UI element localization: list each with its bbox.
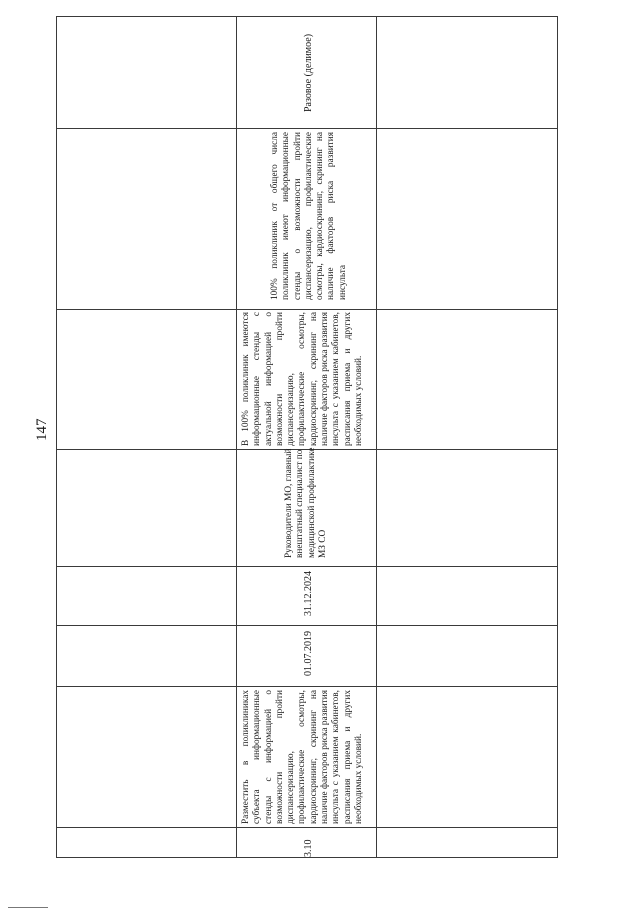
table-border-top (56, 16, 558, 17)
column-divider (56, 625, 558, 626)
column-divider (56, 566, 558, 567)
table-border-left (56, 16, 57, 858)
row-divider (236, 16, 237, 858)
table-border-bottom (56, 857, 558, 858)
page-number: 147 (34, 418, 50, 441)
scan-mark (8, 907, 48, 908)
column-divider (56, 128, 558, 129)
responsible-cell: Руководители МО, главный внештатный специалист по медицинской профилактике МЗ СО (284, 447, 328, 558)
row-number-cell: 3.10 (303, 839, 314, 857)
start-date-cell: 01.07.2019 (303, 631, 314, 676)
table-border-right (557, 16, 558, 858)
end-date-cell: 31.12.2024 (303, 571, 314, 616)
column-divider (56, 827, 558, 828)
type-cell: Разовое (делимое) (303, 33, 314, 112)
result-cell: В 100% поликлиник имеются информационные стенды с актуальной информацией о возможности пройти диспансеризацию, профилактические осмотры, кардиоскрининг, скрининг на наличие факторов риска развития инсульта с указанием кабинетов, расписания приема и других необходимых условий. (241, 312, 364, 446)
column-divider (56, 686, 558, 687)
measure-cell: Разместить в поликлиниках субъекта информационные стенды с информацией о возможности пройти диспансеризацию, профилактические осмотры, кардиоскрининг, скрининг на наличие факторов риска развития инсульта с указанием кабинетов, расписания приема и других необходимых условий. (241, 690, 364, 824)
column-divider (56, 309, 558, 310)
row-divider (376, 16, 377, 858)
indicator-cell: 100% поликлиник от общего числа поликлиник имеют информационные стенды о возможности пройти диспансеризацию, профилактические осмотры, кардиоскрининг, скрининг на наличие факторов риска развития инсульта (270, 132, 348, 300)
